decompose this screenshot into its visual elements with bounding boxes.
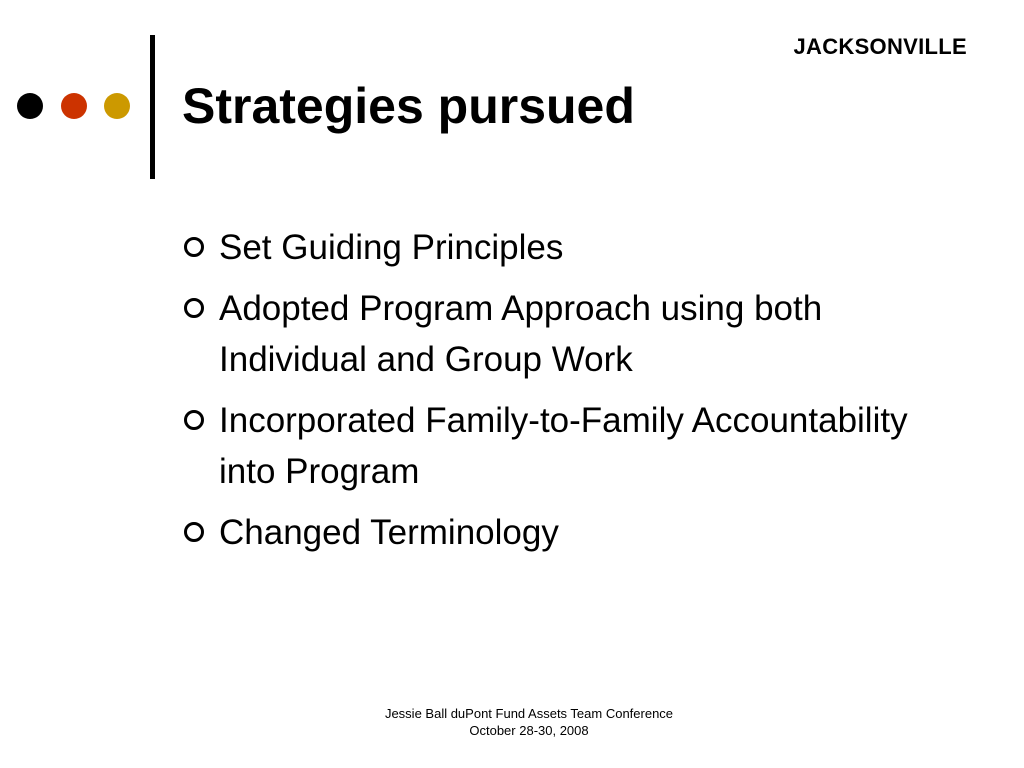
footer-date: October 28-30, 2008 bbox=[469, 723, 589, 738]
red-dot-icon bbox=[61, 93, 87, 119]
bullet-text: Incorporated Family-to-Family Accountability into Program bbox=[219, 401, 908, 491]
bullet-text: Set Guiding Principles bbox=[219, 228, 564, 267]
bullet-item bbox=[183, 283, 943, 385]
slide-title: Strategies pursued bbox=[182, 78, 635, 134]
header-label: JACKSONVILLE bbox=[793, 34, 967, 59]
bullet-item bbox=[183, 507, 943, 558]
vertical-divider bbox=[150, 35, 155, 179]
bullet-text: Changed Terminology bbox=[219, 513, 559, 552]
bullet-item bbox=[183, 395, 943, 497]
footer bbox=[0, 705, 1024, 739]
gold-dot-icon bbox=[104, 93, 130, 119]
hollow-circle-icon bbox=[184, 298, 204, 318]
hollow-circle-icon bbox=[184, 237, 204, 257]
bullet-item bbox=[183, 222, 943, 273]
hollow-circle-icon bbox=[184, 410, 204, 430]
bullet-text: Adopted Program Approach using both Individual and Group Work bbox=[219, 289, 823, 379]
hollow-circle-icon bbox=[184, 522, 204, 542]
black-dot-icon bbox=[17, 93, 43, 119]
footer-conference-name: Jessie Ball duPont Fund Assets Team Conference bbox=[384, 706, 674, 721]
bullet-list bbox=[183, 222, 943, 568]
